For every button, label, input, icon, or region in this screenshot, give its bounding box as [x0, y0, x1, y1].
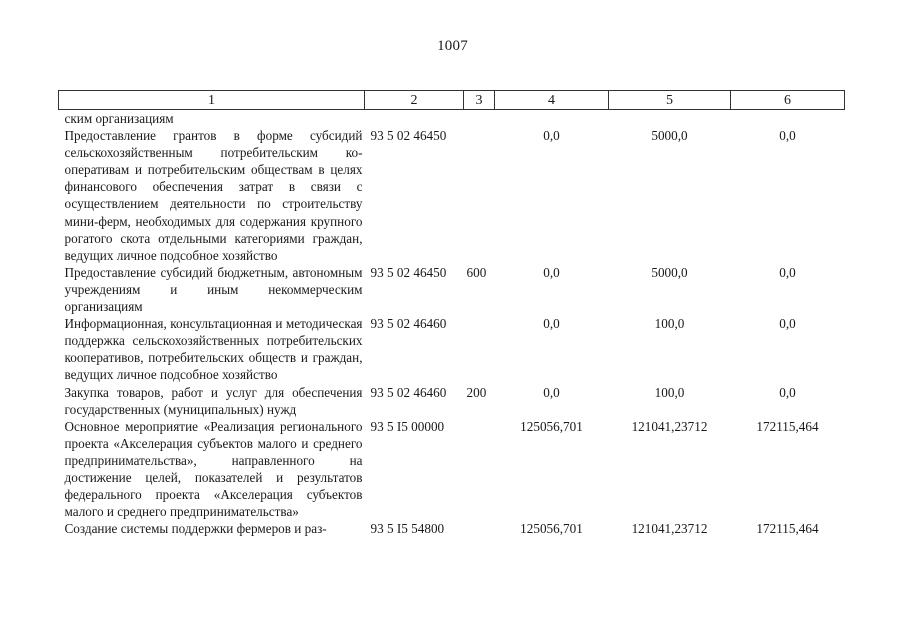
header-col-6: 6: [731, 91, 845, 110]
row-vr: 200: [466, 384, 487, 400]
row-value-4: 0,0: [543, 128, 560, 144]
header-row: [59, 91, 845, 110]
row-code: 93 5 02 46450: [370, 264, 447, 280]
row-name: Создание системы поддержки фермеров и раз-: [64, 521, 327, 537]
row-name: Информационная, консультационная и методическая поддержка сельскохозяйственных потребительских кооперативов, потребительских обществ и граждан, ведущих личное подсобное хозяйство: [64, 316, 363, 383]
table-row: [59, 384, 845, 418]
row-value-5: 100,0: [654, 384, 685, 400]
row-name: Закупка товаров, работ и услуг для обеспечения государственных (муниципальных) нужд: [64, 384, 363, 417]
row-code: 93 5 02 46450: [370, 128, 447, 144]
row-value-5: 121041,23712: [631, 521, 708, 537]
table-header: [59, 91, 845, 110]
header-col-5: 5: [609, 91, 731, 110]
row-value-4: 125056,701: [520, 418, 583, 434]
row-name: ским организациям: [64, 111, 174, 126]
row-vr: [464, 520, 495, 537]
row-value-4: [495, 110, 609, 128]
row-value-4: 0,0: [543, 264, 560, 280]
row-name: Основное мероприятие «Реализация регионального проекта «Акселерация субъектов малого и среднего предпринимательства», направленного на достижение целей, показателей и результатов федерального проекта «Акселерация субъектов малого и среднего предпринимательства»: [64, 418, 363, 520]
row-value-4: 0,0: [543, 316, 560, 332]
row-vr: 600: [466, 264, 487, 280]
row-value-6: 0,0: [779, 264, 796, 280]
header-col-1: 1: [59, 91, 365, 110]
row-vr: [464, 127, 495, 264]
row-value-6: 0,0: [779, 128, 796, 144]
row-code: 93 5 02 46460: [370, 384, 447, 400]
row-value-5: 5000,0: [651, 264, 688, 280]
table-body: [59, 110, 845, 538]
header-col-2: 2: [365, 91, 464, 110]
row-code: 93 5 I5 54800: [370, 521, 445, 537]
table-row: [59, 264, 845, 315]
row-vr: [464, 110, 495, 128]
page-number: 1007: [437, 38, 468, 54]
header-col-3: 3: [464, 91, 495, 110]
row-code: 93 5 I5 00000: [370, 418, 445, 434]
row-name: Предоставление субсидий бюджетным, автономным учреждениям и иным некоммерческим организациям: [64, 264, 363, 315]
row-vr: [464, 315, 495, 383]
row-value-6: 172115,464: [756, 521, 819, 537]
row-value-5: [609, 110, 731, 128]
row-value-6: 172115,464: [756, 418, 819, 434]
row-value-6: 0,0: [779, 384, 796, 400]
row-value-4: 125056,701: [520, 521, 583, 537]
row-value-6: 0,0: [779, 316, 796, 332]
row-code: [365, 110, 464, 128]
table-row: [59, 315, 845, 383]
row-value-4: 0,0: [543, 384, 560, 400]
row-name: Предоставление грантов в форме субсидий сельскохозяйственным потребительским кооперативам и потребительским обществам в целях финансового обеспечения затрат в связи с осуществлением деятельности по строительству мини-ферм, необходимых для содержания крупного рогатого скота отдельными категориями граждан, ведущих личное подсобное хозяйство: [64, 128, 363, 263]
row-value-5: 5000,0: [651, 128, 688, 144]
budget-table: [58, 90, 845, 537]
table-row: [59, 110, 845, 128]
row-value-5: 100,0: [654, 316, 685, 332]
row-code: 93 5 02 46460: [370, 316, 447, 332]
table-row: [59, 520, 845, 537]
table-row: [59, 127, 845, 264]
row-value-6: [731, 110, 845, 128]
row-value-5: 121041,23712: [631, 418, 708, 434]
table-row: [59, 418, 845, 521]
header-col-4: 4: [495, 91, 609, 110]
row-vr: [464, 418, 495, 521]
